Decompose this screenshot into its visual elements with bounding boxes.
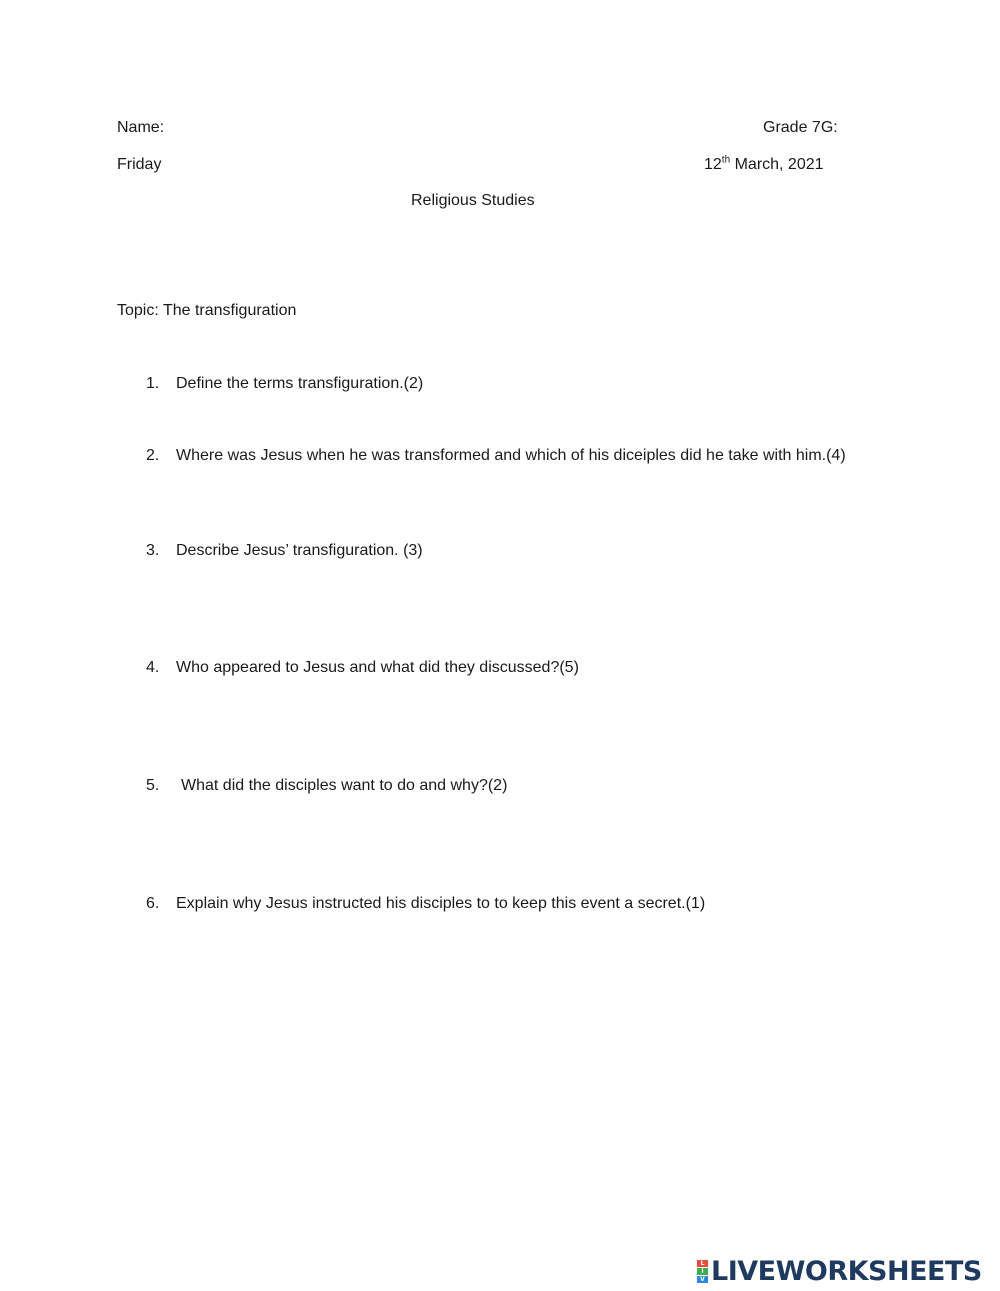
logo-text: LIVEWORKSHEETS <box>711 1255 982 1287</box>
question-text: Describe Jesus’ transfiguration. (3) <box>176 542 423 559</box>
question-text: Define the terms transfiguration.(2) <box>176 375 424 392</box>
question-number: 4. <box>146 659 160 676</box>
question-number: 1. <box>146 375 160 392</box>
date-label <box>704 155 824 175</box>
question-text: Explain why Jesus instructed his disciples to to keep this event a secret.(1) <box>176 895 706 912</box>
day-label: Friday <box>117 156 162 173</box>
name-label: Name: <box>117 119 165 136</box>
liveworksheets-logo[interactable] <box>697 1255 982 1287</box>
date-suffix: th <box>721 154 731 166</box>
question-number: 6. <box>146 895 160 912</box>
question-number: 5. <box>146 777 160 794</box>
question-number: 3. <box>146 542 160 559</box>
date-day-number: 12 <box>704 156 722 173</box>
question-number: 2. <box>146 447 160 464</box>
topic-line: Topic: The transfiguration <box>117 302 297 319</box>
logo-block-l: L <box>697 1260 708 1267</box>
question-text: Where was Jesus when he was transformed and which of his diceiples did he take with him.(4) <box>176 447 846 464</box>
subject-title: Religious Studies <box>411 192 535 209</box>
question-text: What did the disciples want to do and why?(2) <box>181 777 508 794</box>
logo-icon <box>697 1260 708 1283</box>
logo-block-v: V <box>697 1276 708 1283</box>
grade-label: Grade 7G: <box>763 119 838 136</box>
logo-block-i: I <box>697 1268 708 1275</box>
question-text: Who appeared to Jesus and what did they discussed?(5) <box>176 659 579 676</box>
date-month-year: March, 2021 <box>730 156 824 173</box>
